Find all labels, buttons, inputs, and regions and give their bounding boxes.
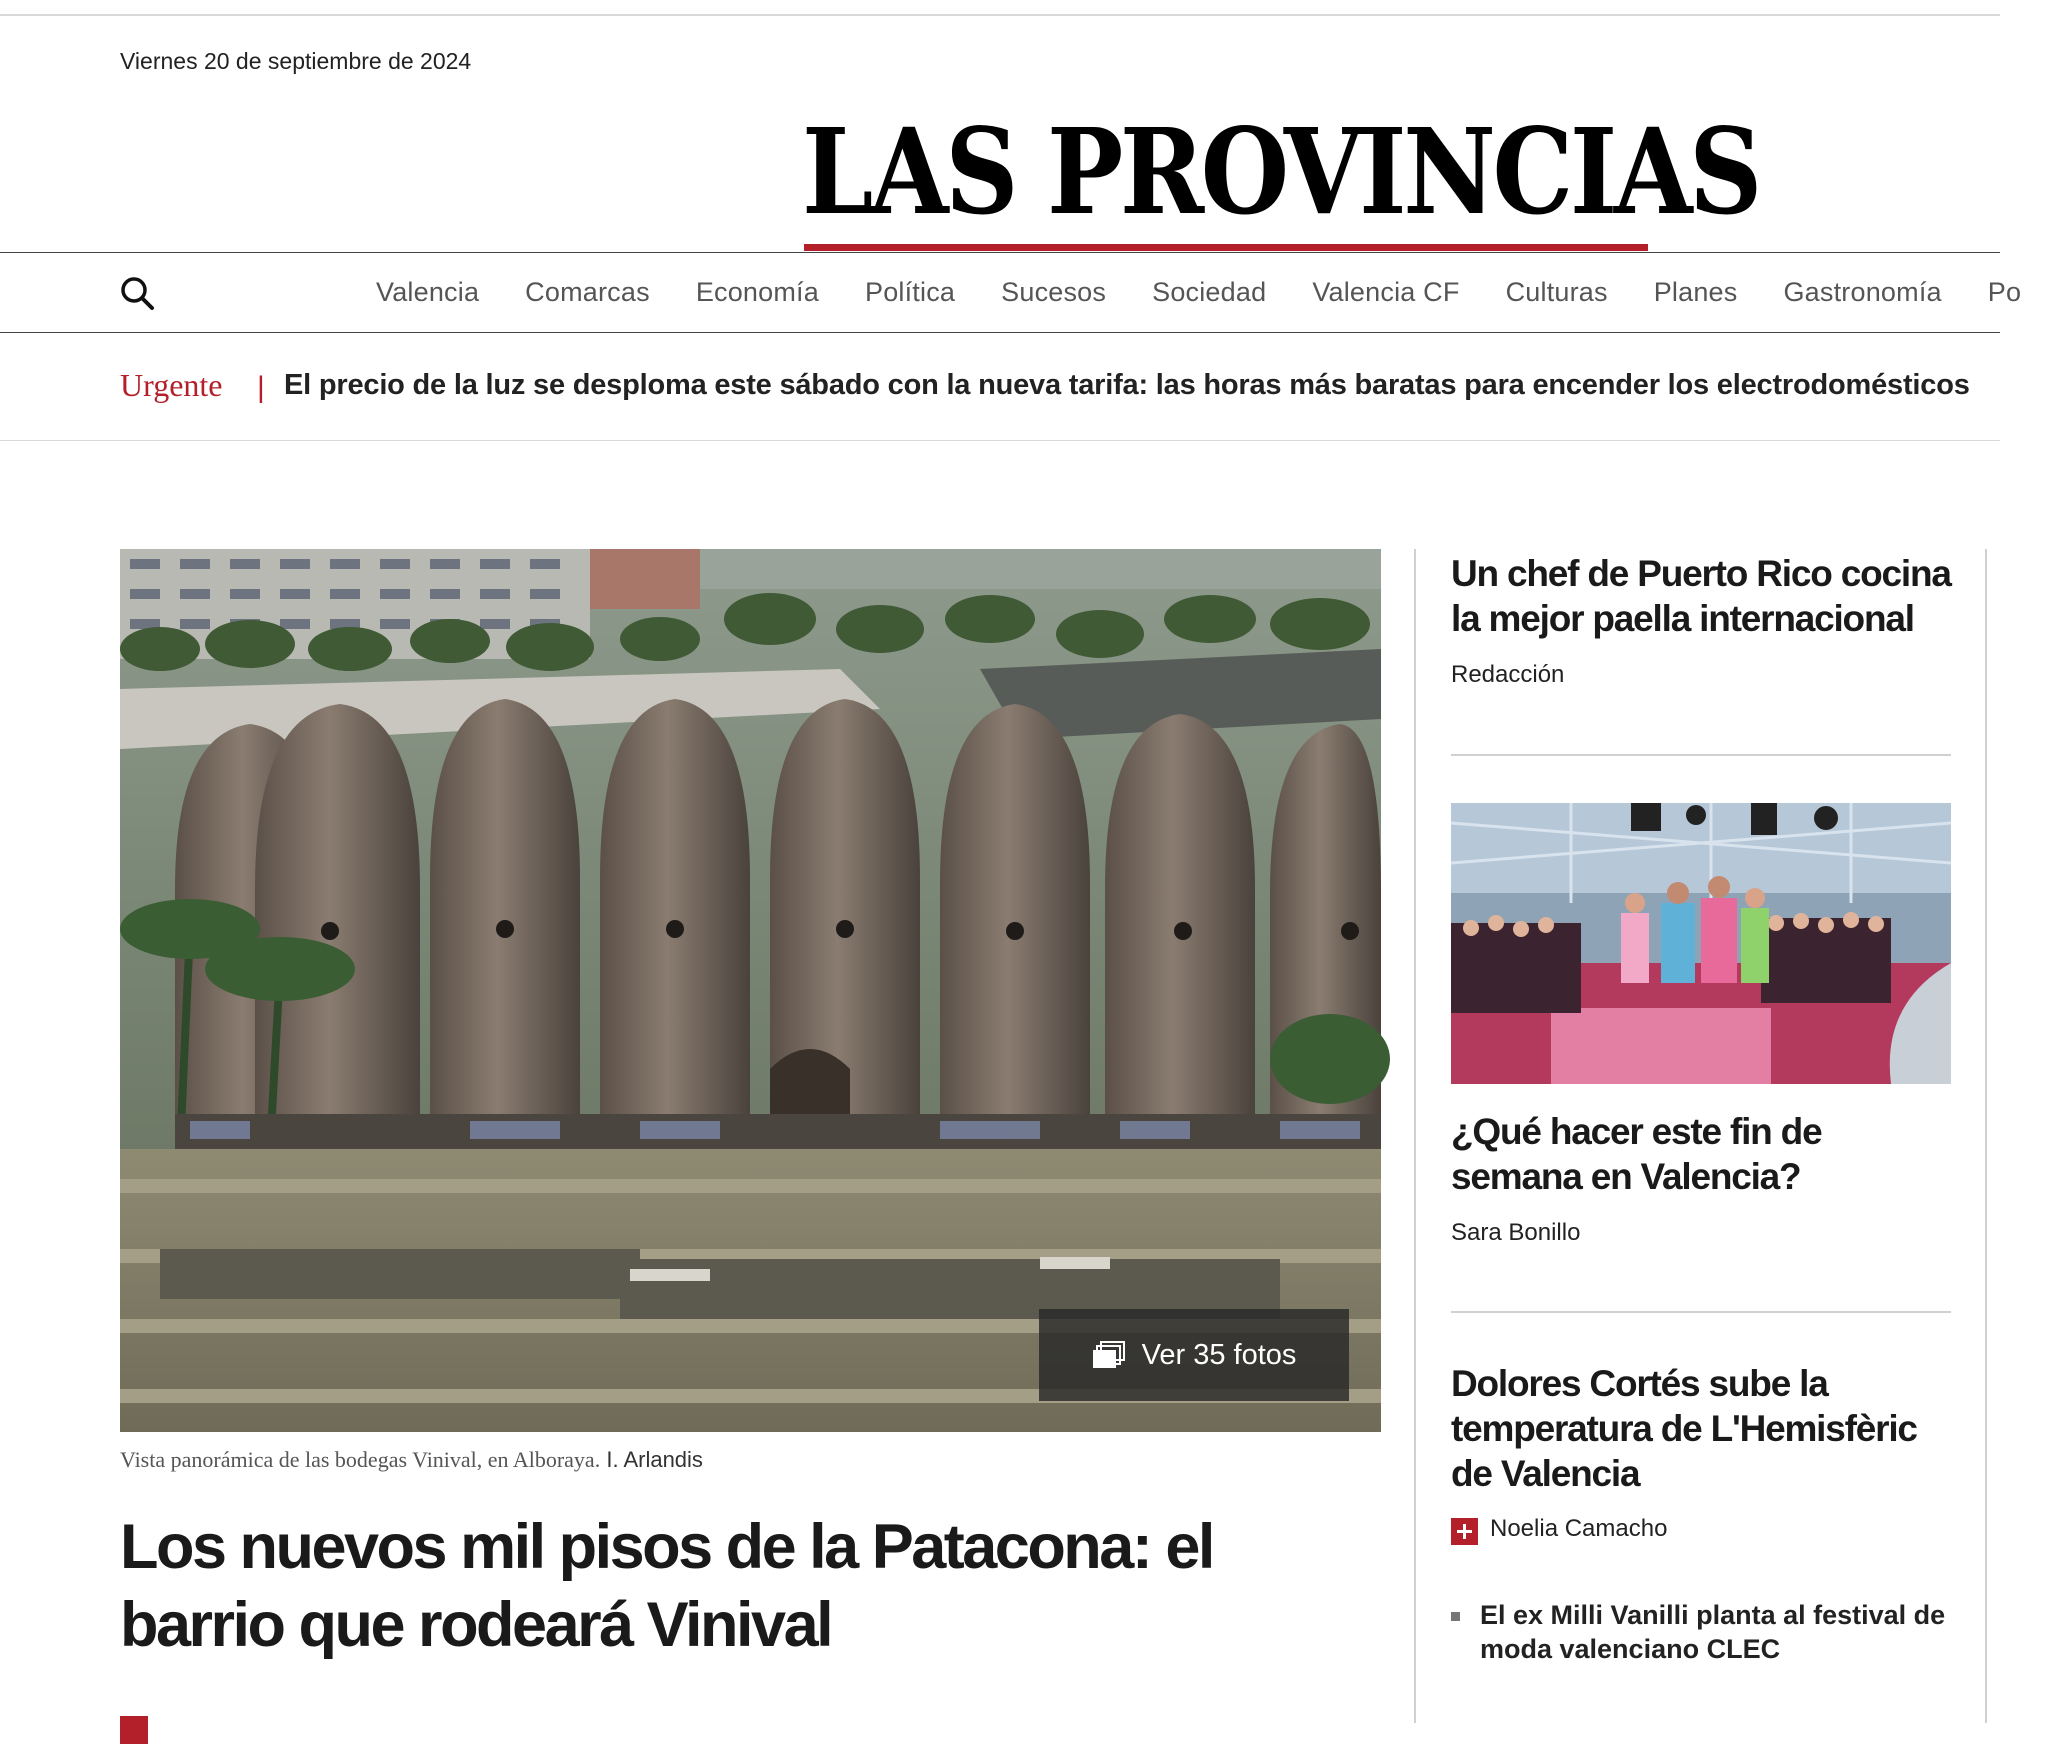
breaking-separator: |: [257, 371, 265, 404]
nav-item-more[interactable]: Po: [1987, 276, 2022, 307]
sidebar-story-1-author: Redacción: [1451, 661, 1565, 688]
main-story-photo[interactable]: [120, 549, 1381, 1432]
main-headline[interactable]: Los nuevos mil pisos de la Patacona: el barrio que rodeará Vinival: [120, 1512, 1213, 1660]
site-logo-text: LAS PROVINCIAS: [802, 102, 1760, 241]
sidebar-story-3-title[interactable]: Dolores Cortés sube la temperatura de L'Hemisfèric de Valencia: [1451, 1363, 1917, 1494]
sidebar-divider-1: [1451, 754, 1951, 756]
nav-item-valencia[interactable]: Valencia: [376, 276, 480, 307]
site-logo[interactable]: [802, 102, 1760, 252]
sidebar-story-3-author: Noelia Camacho: [1490, 1515, 1668, 1542]
photo-caption: [120, 1447, 703, 1473]
nav-item-culturas[interactable]: Culturas: [1505, 276, 1608, 307]
logo-underline: [804, 244, 1648, 251]
nav-item-gastronomia[interactable]: Gastronomía: [1783, 276, 1942, 307]
view-photos-label: Ver 35 fotos: [1141, 1338, 1297, 1371]
plus-icon: [1451, 1518, 1478, 1545]
photo-credit: I. Arlandis: [606, 1447, 703, 1472]
top-divider: [0, 14, 2000, 16]
nav-item-sociedad[interactable]: Sociedad: [1152, 276, 1267, 307]
breaking-label: Urgente: [120, 367, 223, 403]
header-date: Viernes 20 de septiembre de 2024: [120, 48, 472, 74]
column-divider: [1414, 549, 1416, 1723]
gallery-icon: [1092, 1340, 1126, 1370]
nav-item-sucesos[interactable]: Sucesos: [1001, 276, 1107, 307]
plus-icon: [120, 1716, 148, 1744]
bullet-icon: [1451, 1612, 1460, 1621]
nav-item-planes[interactable]: Planes: [1653, 276, 1738, 307]
related-story-link[interactable]: El ex Milli Vanilli planta al festival de moda valenciano CLEC: [1480, 1600, 1946, 1664]
nav-item-comarcas[interactable]: Comarcas: [525, 276, 650, 307]
right-edge-divider: [1985, 549, 1987, 1723]
sidebar-story-1-title[interactable]: Un chef de Puerto Rico cocina la mejor paella internacional: [1451, 553, 1951, 639]
breaking-news-bar: [0, 333, 2000, 441]
caption-text: Vista panorámica de las bodegas Vinival, en Alboraya.: [120, 1447, 601, 1472]
sidebar-story-2-author: Sara Bonillo: [1451, 1219, 1581, 1246]
sidebar-story-2-title[interactable]: ¿Qué hacer este fin de semana en Valencia?: [1451, 1111, 1822, 1197]
nav-item-economia[interactable]: Economía: [695, 276, 819, 307]
sidebar-divider-2: [1451, 1311, 1951, 1313]
sidebar-story-2-photo[interactable]: [1451, 803, 1951, 1084]
nav-item-valencia-cf[interactable]: Valencia CF: [1312, 276, 1460, 307]
nav-items: [376, 253, 2067, 331]
view-photos-button[interactable]: [1039, 1309, 1349, 1401]
search-icon[interactable]: [118, 274, 158, 314]
main-nav: [0, 252, 2022, 333]
breaking-headline[interactable]: El precio de la luz se desploma este sábado con la nueva tarifa: las horas más baratas para encender los electrodomésticos: [284, 369, 1970, 401]
nav-item-politica[interactable]: Política: [864, 276, 956, 307]
